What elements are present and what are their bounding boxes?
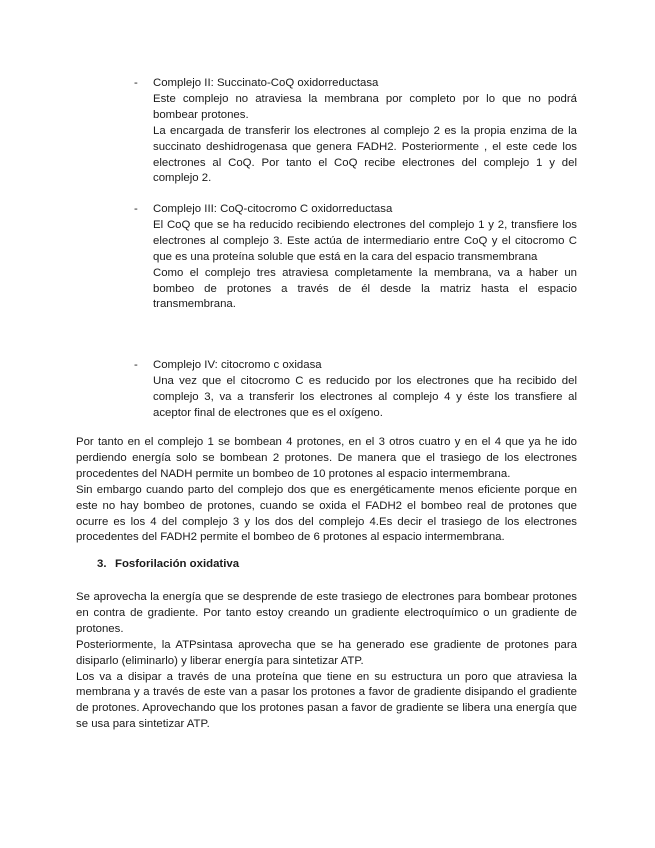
complex-ii-title: Complejo II: Succinato-CoQ oxidorreductasa (153, 77, 379, 89)
summary-paragraph: Por tanto en el complejo 1 se bombean 4 protones, en el 3 otros cuatro y en el 4 que ya he ido perdiendo energía solo se bombean 2 protones. De manera que el trasiego de los electrones procedentes del NADH permite un bombeo de 10 protones al espacio intermembrana. (76, 436, 577, 480)
section-paragraph: Los va a disipar a través de una proteína que tiene en su estructura un poro que atraviesa la membrana y a través de este van a pasar los protones a favor de gradiente disipando el gradiente de protones. Aprovechando que los protones pasan a favor de gradiente se libera una energía que se usa para sintetizar ATP. (76, 670, 577, 731)
complex-iv-paragraph: Una vez que el citocromo C es reducido por los electrones que ha recibido del complejo 3, va a transferir los electrones al complejo 4 y éste los transfiere al aceptor final de electrones que es el oxígeno. (153, 374, 577, 419)
section-paragraph: Posteriormente, la ATPsintasa aprovecha que se ha generado ese gradiente de protones para disiparlo (eliminarlo) y liberar energía para sintetizar ATP. (76, 638, 577, 667)
section-body (76, 590, 577, 733)
complex-iii-paragraph: El CoQ que se ha reducido recibiendo electrones del complejo 1 y 2, transfiere los electrones al complejo 3. Este actúa de intermediario entre CoQ y el citocromo C que es una proteína soluble que está en la cara del espacio transmembrana (153, 218, 577, 263)
complex-ii-paragraph: Este complejo no atraviesa la membrana por completo por lo que no podrá bombear protones. (153, 92, 577, 121)
bullet-dash: - (134, 203, 138, 215)
section-number: 3. (97, 558, 107, 570)
section-paragraph: Se aprovecha la energía que se desprende de este trasiego de electrones para bombear protones en contra de gradiente. Por tanto estoy creando un gradiente electroquímico o un gradiente de protones. (76, 591, 577, 635)
summary-block (76, 435, 577, 546)
section-heading (97, 557, 239, 573)
complex-ii-paragraph: La encargada de transferir los electrones al complejo 2 es la propia enzima de la succinato deshidrogenasa que genera FADH2. Posteriormente , el este cede los electrones al CoQ. Por tanto el CoQ recibe electrones del complejo 1 y del complejo 2. (153, 124, 577, 185)
complex-iii-item (134, 202, 577, 313)
complex-iv-item (134, 358, 577, 422)
complex-iii-paragraph: Como el complejo tres atraviesa completamente la membrana, va a haber un bombeo de protones a través de él desde la matriz hasta el espacio transmembrana. (153, 266, 577, 311)
summary-paragraph: Sin embargo cuando parto del complejo dos que es energéticamente menos eficiente porque en este no hay bombeo de protones, cuando se oxida el FADH2 el bombeo real de protones que ocurre es los 4 del complejo 3 y los dos del complejo 4.Es decir el trasiego de los electrones procedentes del FADH2 permite el bombeo de 6 protones al espacio intermembrana. (76, 483, 577, 544)
bullet-dash: - (134, 359, 138, 371)
complex-ii-item (134, 76, 577, 187)
complex-iv-title: Complejo IV: citocromo c oxidasa (153, 359, 322, 371)
bullet-dash: - (134, 77, 138, 89)
section-title: Fosforilación oxidativa (115, 558, 240, 570)
complex-iii-title: Complejo III: CoQ-citocromo C oxidorreductasa (153, 203, 393, 215)
